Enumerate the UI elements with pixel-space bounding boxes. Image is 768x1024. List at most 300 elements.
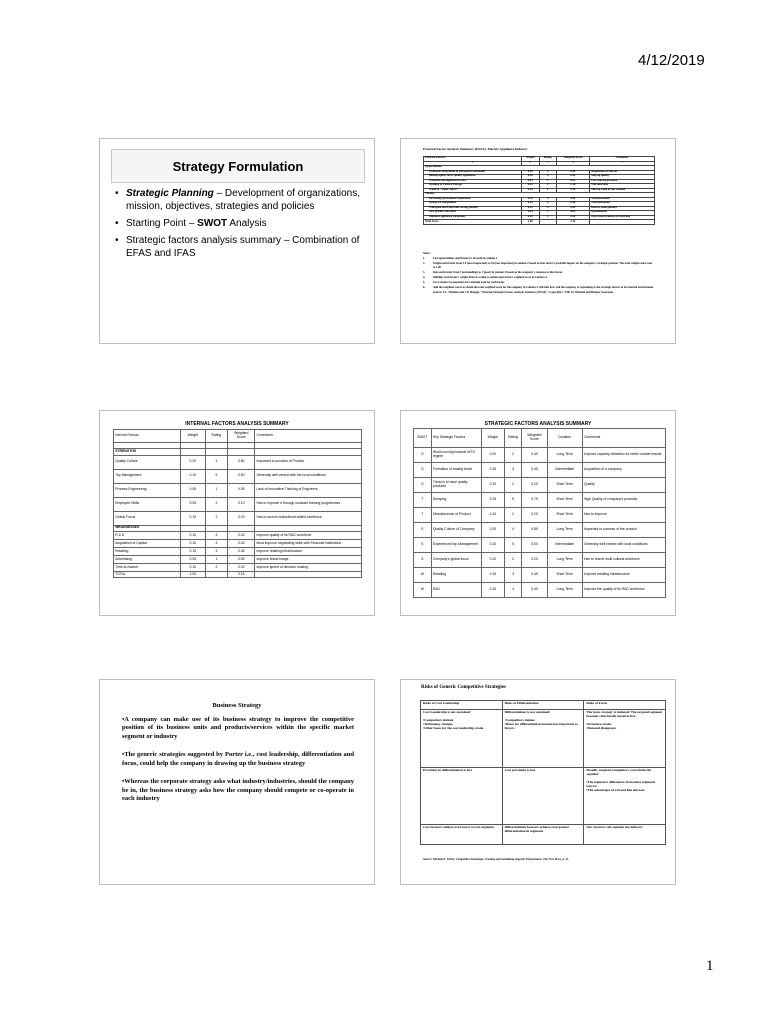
term-strategic-planning: Strategic Planning — [126, 188, 214, 199]
factor-value: 0.20 — [522, 553, 547, 568]
column-header: Internal Factors — [114, 430, 181, 443]
factor-value: Low Maytag presence — [590, 179, 655, 184]
column-header: Comments — [582, 429, 665, 448]
factor-value: 2 — [205, 563, 227, 571]
total-value: 1.00 — [521, 220, 539, 225]
factor-name: Employee Skills — [114, 497, 181, 511]
total-value: 3.15 — [228, 571, 255, 577]
term-swot: SWOT — [197, 218, 228, 229]
column-number: 1 — [424, 161, 522, 166]
factor-name: Strong US competition — [424, 202, 522, 207]
note-text: Use Column 5 (comments) for rationale used for each factor. — [433, 280, 505, 284]
note-number: 5. — [423, 280, 426, 284]
factor-value: 1 — [205, 555, 227, 563]
factor-name: Opening of Eastern Europe — [424, 184, 522, 189]
efas-notes — [423, 252, 655, 294]
table-row — [414, 583, 666, 598]
factor-value: 0.40 — [228, 531, 255, 539]
factor-value: 0.05 — [556, 179, 589, 184]
bullet-text: Analysis — [227, 218, 267, 229]
factor-value: 4 — [504, 523, 522, 538]
risk-cell: Cost Leadership is not sustained: •Competitors imitate •Technology changes •Other bases for the cost leadership erode — [421, 710, 503, 768]
factor-value: Short Term — [547, 478, 582, 493]
table-row — [421, 768, 666, 825]
section-label: Threats — [424, 193, 655, 198]
factor-name: Retailing — [114, 547, 181, 555]
factor-name: R&D — [431, 583, 481, 598]
note-item — [423, 276, 655, 279]
table-row — [114, 511, 362, 525]
table-row — [414, 493, 666, 508]
note-text: Multiply each factor's weight times its rating to obtain each factors weighted score in Column 4. — [433, 275, 548, 279]
factor-value: 0.05 — [180, 555, 205, 563]
factor-value: Short Term — [547, 493, 582, 508]
column-header: Weighted Score — [556, 157, 589, 162]
table-row — [114, 531, 362, 539]
factor-value: 0.10 — [482, 508, 505, 523]
factor-value: Long Term — [547, 523, 582, 538]
bullet-strategic-planning — [114, 187, 369, 213]
table-row — [414, 553, 666, 568]
note-item — [423, 262, 655, 269]
factor-value: T — [414, 508, 432, 523]
factor-value: 2 — [504, 448, 522, 463]
factor-name: Trend is to have quality products — [431, 478, 481, 493]
paragraph: •The generic strategies suggested by Porter i.e., cost leadership, differentiation and focus, could help the company in drawing up the business strategy — [122, 751, 354, 767]
factor-value: Maytag weak in this channel — [590, 188, 655, 193]
factor-value: 0.05 — [228, 555, 255, 563]
table-row — [414, 568, 666, 583]
factor-value: 0.15 — [482, 493, 505, 508]
column-header: Rating — [504, 429, 522, 448]
factor-name: Dumping — [431, 493, 481, 508]
factor-value: Has to improve it through constant training programmes — [255, 497, 362, 511]
factor-value: Improve retailing infrastructure — [582, 568, 665, 583]
risk-cell: The focus strategy is imitated: The targeted segment becomes structurally unattractive: •Structure erodes •Demand disappears — [584, 710, 666, 768]
factor-value: 0.50 — [556, 175, 589, 180]
table-row — [114, 547, 362, 555]
bullet-text: Starting Point – — [126, 218, 198, 229]
column-header: Rating — [205, 430, 227, 443]
factor-value: 4 — [504, 583, 522, 598]
factor-value: 1 — [539, 179, 556, 184]
factor-value: 0.15 — [482, 463, 505, 478]
factor-name: Quality Culture — [114, 455, 181, 469]
factor-value: 2 — [504, 508, 522, 523]
note-number: 2. — [423, 262, 426, 266]
column-number: 5 — [590, 161, 655, 166]
risk-cell: Differentiation focusers achieve even greater differentiation in segments — [502, 825, 584, 845]
factor-value: Long Term — [547, 448, 582, 463]
notes-list — [423, 257, 655, 289]
factor-value: Lack of Innovative Thinking of Engineers — [255, 483, 362, 497]
factor-value: Important to success of Product — [255, 455, 362, 469]
factor-value: 4 — [539, 170, 556, 175]
factor-value: 0.45 — [556, 206, 589, 211]
risk-cell: Differentiation is not sustained: •Competitors imitate •Bases for differentiation become less important to buyers — [502, 710, 584, 768]
column-header: Rating — [539, 157, 556, 162]
factor-value: 0.40 — [522, 448, 547, 463]
factor-value: Will take time — [590, 184, 655, 189]
table-row — [414, 463, 666, 478]
factor-name: Increasing government regulations — [424, 197, 522, 202]
slide-title: Business Strategy — [212, 702, 262, 709]
factor-value: 3 — [539, 206, 556, 211]
factor-value: Must improve negotiating skills with Financial institutions — [255, 539, 362, 547]
column-header: Weight — [482, 429, 505, 448]
risk-cell: Proximity in differentiation is lost — [421, 768, 503, 825]
factor-value: T — [414, 493, 432, 508]
factor-name: Process Engineering — [114, 483, 181, 497]
factor-name: R & D — [114, 531, 181, 539]
bullet-sfas: • Strategic factors analysis summary – Combination of EFAS and IFAS — [114, 234, 369, 260]
factor-value: 0.20 — [482, 523, 505, 538]
slide-title: Strategy Formulation — [111, 149, 365, 183]
factor-value: Has to recruit multicultural skilled workforce — [255, 511, 362, 525]
factor-value: W — [414, 583, 432, 598]
factor-value: 0.40 — [556, 197, 589, 202]
factor-value: 0.10 — [521, 197, 539, 202]
factor-value: 2 — [539, 188, 556, 193]
table-row — [421, 825, 666, 845]
factor-name: Japanese appliance companies — [424, 215, 522, 220]
factor-value: Well positioned — [590, 202, 655, 207]
factor-value: S — [414, 538, 432, 553]
factor-value: Quality — [582, 478, 665, 493]
slide-title: External Factor Analysis Summary (EFAS): Electric Appliance Industry — [423, 147, 528, 151]
factor-value: 0.10 — [180, 531, 205, 539]
factor-value: 0.20 — [522, 508, 547, 523]
factor-value: 0.45 — [522, 568, 547, 583]
factor-value: 5 — [504, 538, 522, 553]
column-header: Duration — [547, 429, 582, 448]
column-header: SWOT — [414, 429, 432, 448]
column-header: Weight — [180, 430, 205, 443]
factor-value: Generally well versed with the local conditions — [255, 469, 362, 483]
factor-value: 0.45 — [228, 547, 255, 555]
factor-value: 4 — [205, 455, 227, 469]
factor-value: 0.05 — [180, 497, 205, 511]
column-number: 3 — [539, 161, 556, 166]
table-row — [114, 563, 362, 571]
total-value — [205, 571, 227, 577]
factor-value: 3 — [205, 547, 227, 555]
note-item — [423, 257, 655, 260]
factor-value: 3 — [504, 463, 522, 478]
table-header-row — [421, 701, 666, 710]
factor-value: Generally well versed with local conditions — [582, 538, 665, 553]
factor-name: Obsolescence of Product — [431, 508, 481, 523]
factor-value: 0.40 — [228, 539, 255, 547]
slide-ifas — [99, 410, 375, 616]
sfas-table — [413, 428, 666, 598]
factor-name: Advertising — [114, 555, 181, 563]
bullet-list — [114, 187, 369, 264]
factor-name: Time-to-market — [114, 563, 181, 571]
total-row — [424, 220, 655, 225]
factor-value: 0.10 — [180, 563, 205, 571]
note-text: List opportunities and threats (5-10 each) in column 1 — [433, 257, 498, 261]
factor-value: 0.05 — [521, 211, 539, 216]
factor-value: Well positioned — [590, 197, 655, 202]
factor-value: High Quality of company's products — [582, 493, 665, 508]
factor-value: 1 — [539, 211, 556, 216]
factor-name: Whirlpool and Electrolux strong globally — [424, 206, 522, 211]
factor-value: Acquisition of Hoover — [590, 170, 655, 175]
factor-value: 0.10 — [482, 583, 505, 598]
factor-value: 0.45 — [522, 463, 547, 478]
efas-table — [423, 156, 655, 225]
factor-name: Top Management — [114, 469, 181, 483]
factor-value: 0.10 — [228, 497, 255, 511]
factor-value: 0.10 — [482, 553, 505, 568]
paragraph: •A company can make use of its business strategy to improve the competitive position of its business units and products/services within the specific market segment or industry — [122, 716, 354, 740]
factor-value: Improve capacity utilization for better market results — [582, 448, 665, 463]
total-value — [255, 571, 362, 577]
risk-cell: Cost focusers achieve even lower cost in segments — [421, 825, 503, 845]
slide-efas — [400, 138, 676, 344]
factor-value: 2 — [539, 215, 556, 220]
total-value — [539, 220, 556, 225]
page-date: 4/12/2019 — [638, 52, 705, 69]
factor-name: World moving towards WTO regime — [431, 448, 481, 463]
factor-value: Has to recruit multi cultural workforce — [582, 553, 665, 568]
factor-value: 0.10 — [180, 539, 205, 547]
factor-value: 0.10 — [180, 511, 205, 525]
factor-value: Short Term — [547, 568, 582, 583]
factor-value: 0.15 — [180, 547, 205, 555]
factor-value: 0.80 — [228, 455, 255, 469]
factor-value: 0.10 — [521, 188, 539, 193]
table-row — [114, 539, 362, 547]
factor-value: Only Asian presence in Australia — [590, 215, 655, 220]
slide-title: INTERNAL FACTORS ANALYSIS SUMMARY — [185, 421, 289, 427]
factor-name: Formation of trading block — [431, 463, 481, 478]
factor-name: Economic development of Asia — [424, 179, 522, 184]
factor-value: Important to success of the product — [582, 523, 665, 538]
factor-value: 5 — [205, 469, 227, 483]
table-row — [414, 508, 666, 523]
factor-value: Long Term — [547, 553, 582, 568]
factor-name: New product advances — [424, 211, 522, 216]
factor-value: 0.15 — [482, 568, 505, 583]
factor-value: 4 — [539, 202, 556, 207]
column-header: Comments — [590, 157, 655, 162]
factor-value: 0.20 — [482, 448, 505, 463]
slide-title: STRATEGIC FACTORS ANALYSIS SUMMARY — [484, 421, 592, 427]
table-row — [414, 478, 666, 493]
factor-value: O — [414, 463, 432, 478]
column-header: Risks of Cost Leadership — [421, 701, 503, 710]
factor-value: 4 — [205, 531, 227, 539]
table-row — [114, 455, 362, 469]
factor-value: 0.40 — [556, 202, 589, 207]
factor-value: 2 — [205, 497, 227, 511]
table-row — [421, 710, 666, 768]
factor-value: 0.20 — [228, 511, 255, 525]
slide-title: Risks of Generic Competitive Strategies — [421, 685, 506, 690]
factor-value: 0.20 — [180, 455, 205, 469]
factor-value: Improve the quality of its R&D workforce — [582, 583, 665, 598]
note-number: 6. — [423, 285, 426, 289]
factor-value: 2 — [504, 553, 522, 568]
risk-cell: New focusers sub-segment the industry — [584, 825, 666, 845]
factor-value: 0.10 — [482, 538, 505, 553]
table-row — [114, 469, 362, 483]
slide-body — [122, 716, 354, 814]
column-header: Weighted Score — [522, 429, 547, 448]
factor-value: Intermediate — [547, 538, 582, 553]
factor-name: Acquisition of Capital — [114, 539, 181, 547]
factor-value: 2 — [205, 511, 227, 525]
total-value: 3.15 — [556, 220, 589, 225]
factor-value: 0.20 — [522, 478, 547, 493]
factor-value: Acquisition of a company — [582, 463, 665, 478]
factor-value: 0.75 — [522, 493, 547, 508]
factor-value: 0.10 — [521, 202, 539, 207]
section-label: Opportunities — [424, 166, 655, 171]
page-number: 1 — [706, 958, 714, 974]
column-number: 2 — [521, 161, 539, 166]
slide-sfas — [400, 410, 676, 616]
note-text: Weight each factor from 1.0 (most important) to 0.0 (not important) in column 2 based on that factor's probable impact on the company's strategic position. The total weights must sum to 1.00 — [433, 262, 653, 269]
note-text: Add the weighted scores to obtain the total weighted score for the company in Column 4. this tells how well the company is responding to the strategic factors in its external environment. — [433, 285, 654, 289]
notes-label: Notes: — [423, 252, 431, 255]
factor-value: 0.10 — [521, 175, 539, 180]
paragraph: •Whereas the corporate strategy asks what industry/industries, should the company be in, the business strategy asks how the company should compete or co-operate in each industry — [122, 778, 354, 803]
note-number: 4. — [423, 275, 426, 279]
ifas-table — [113, 429, 362, 578]
factor-value: 4 — [539, 197, 556, 202]
table-row — [114, 497, 362, 511]
column-header: External Factors — [424, 157, 522, 162]
table-row — [114, 483, 362, 497]
table-header-row — [114, 430, 362, 443]
factor-name: Experienced top Management — [431, 538, 481, 553]
factor-value: 0.40 — [522, 583, 547, 598]
factor-value: 0.20 — [521, 170, 539, 175]
factor-name: Demographics favor quality appliances — [424, 175, 522, 180]
factor-value: 0.05 — [521, 179, 539, 184]
total-value: Total Score — [424, 220, 522, 225]
factor-value: 0.05 — [180, 483, 205, 497]
section-label: STRENGTHS — [114, 449, 181, 455]
table-row — [414, 448, 666, 463]
factor-name: Economic Integration of European Community — [424, 170, 522, 175]
factor-value: 5 — [539, 175, 556, 180]
table-row — [414, 538, 666, 553]
factor-value: Maytag quality — [590, 175, 655, 180]
factor-name: Trend to "Super Stores" — [424, 188, 522, 193]
bullet-starting-point — [114, 217, 369, 230]
factor-value: 2 — [504, 478, 522, 493]
risks-table — [420, 700, 666, 845]
note-text: Rate each factor from 5 (outstanding) to 1 (poor) in column 3 based on the company's response to that factor. — [433, 270, 563, 274]
factor-value: 0.05 — [521, 184, 539, 189]
factor-name: Company's global focus — [431, 553, 481, 568]
slide-generic-risks — [400, 679, 676, 885]
factor-value: 0.20 — [228, 563, 255, 571]
bullet-text: – Development of organizations, mission, objectives, strategies and policies — [126, 188, 360, 212]
factor-value: W — [414, 568, 432, 583]
factor-value: 0.05 — [228, 483, 255, 497]
total-value: TOTAL — [114, 571, 181, 577]
factor-value: O — [414, 478, 432, 493]
note-number: 3. — [423, 270, 426, 274]
factor-value: Improve brand image — [255, 555, 362, 563]
column-number: 4 — [556, 161, 589, 166]
table-row — [414, 523, 666, 538]
factor-value: S — [414, 523, 432, 538]
factor-value: Long Term — [547, 583, 582, 598]
column-header: Risks of Differentiation — [502, 701, 584, 710]
factor-value: 0.80 — [522, 523, 547, 538]
risk-cell: Cost proximity is lost — [502, 768, 584, 825]
slide-business-strategy — [99, 679, 375, 885]
factor-value: 0.15 — [521, 206, 539, 211]
factor-value: 3 — [504, 568, 522, 583]
factor-value: Improve retailing infrastructure — [255, 547, 362, 555]
factor-value: S — [414, 553, 432, 568]
factor-value: 0.05 — [556, 211, 589, 216]
factor-value: 0.10 — [482, 478, 505, 493]
total-value: 1.00 — [180, 571, 205, 577]
factor-value: 0.10 — [521, 215, 539, 220]
factor-value: 0.80 — [556, 170, 589, 175]
factor-value: 0.10 — [180, 469, 205, 483]
total-row — [114, 571, 362, 577]
factor-value: 0.20 — [556, 188, 589, 193]
note-item — [423, 286, 655, 289]
column-header: Risks of Focus — [584, 701, 666, 710]
total-value — [590, 220, 655, 225]
factor-value: O — [414, 448, 432, 463]
column-header: Weighted Score — [228, 430, 255, 443]
risk-cell: Broadly targeted competitors overwhelm the segment: •The segment's differences from other segments narrow •The advantages of a broad line increase — [584, 768, 666, 825]
source-note: Source: Michael E. Porter, Competitive Advantage: Creating and Sustaining Superior Performance, The Free Press, p. 21. — [423, 857, 570, 861]
factor-value: 2 — [539, 184, 556, 189]
factor-value: Improve speed of decision making — [255, 563, 362, 571]
table-header-row — [414, 429, 666, 448]
column-header: Key Strategic Factors — [431, 429, 481, 448]
factor-name: Global Focus — [114, 511, 181, 525]
factor-value: Hoover weak globally — [590, 206, 655, 211]
factor-value: Questionable — [590, 211, 655, 216]
factor-value: 0.10 — [556, 184, 589, 189]
factor-value: Improve quality of its R&D workforce — [255, 531, 362, 539]
note-item — [423, 281, 655, 284]
factor-value: 5 — [504, 493, 522, 508]
factor-value: 1 — [205, 483, 227, 497]
factor-value: 0.20 — [556, 215, 589, 220]
column-header: Weight — [521, 157, 539, 162]
factor-value: 0.50 — [522, 538, 547, 553]
source-note: Source: T.L. Wheelen and J.D. Hunger, "External Strategic Factors Analysis Summary (EFAS)", Copyright © 1991 by Wheelen and Hunger Associates. — [433, 290, 614, 294]
factor-name: Quality Culture of Company — [431, 523, 481, 538]
factor-name: Retailing — [431, 568, 481, 583]
section-label: WEAKNESSES — [114, 525, 181, 531]
slide-strategy-formulation — [99, 138, 375, 344]
table-row — [114, 555, 362, 563]
factor-value: 0.50 — [228, 469, 255, 483]
factor-value: Intermediate — [547, 463, 582, 478]
note-item — [423, 271, 655, 274]
factor-value: Short Term — [547, 508, 582, 523]
note-number: 1. — [423, 257, 426, 261]
column-header: Comments — [255, 430, 362, 443]
factor-value: 4 — [205, 539, 227, 547]
factor-value: Has to improve — [582, 508, 665, 523]
